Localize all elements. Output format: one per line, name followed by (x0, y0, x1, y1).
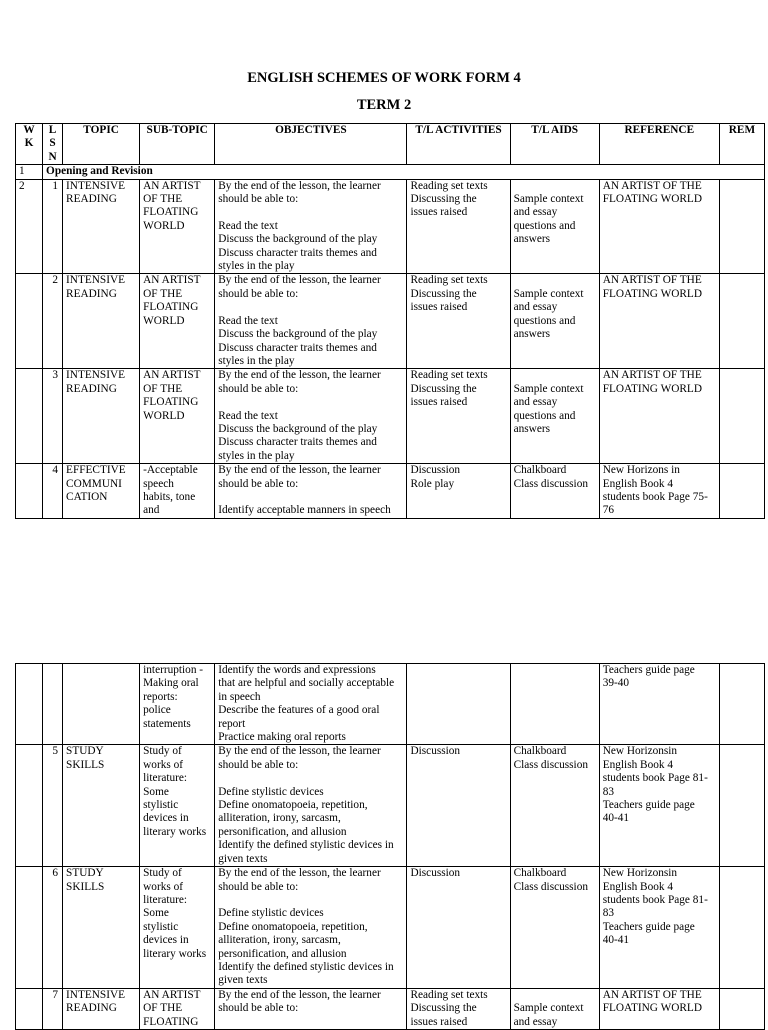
table-row (16, 988, 765, 1029)
term-heading: TERM 2 (356, 97, 412, 113)
cell-rem (719, 464, 764, 519)
cell-activities (407, 664, 510, 745)
cell-lsn: 7 (43, 988, 63, 1029)
cell-objectives: By the end of the lesson, the learner should be able to: Read the text Discuss the background of the play Discuss character traits themes and styles in the play (215, 369, 407, 464)
cell-wk (16, 369, 43, 464)
table-row (16, 664, 765, 745)
cell-objectives: By the end of the lesson, the learner should be able to: Read the text Discuss the background of the play Discuss character traits themes and styles in the play (215, 274, 407, 369)
cell-subtopic: AN ARTIST OF THE FLOATING WORLD (140, 274, 215, 369)
header-reference: REFERENCE (599, 124, 719, 165)
header-row (16, 124, 765, 165)
cell-activities: Reading set texts Discussing the issues raised (407, 988, 510, 1029)
header-topic: TOPIC (63, 124, 140, 165)
table-row (16, 464, 765, 519)
cell-activities: Reading set texts Discussing the issues raised (407, 369, 510, 464)
table-row (16, 867, 765, 989)
cell-subtopic: interruption - Making oral reports: police statements (140, 664, 215, 745)
cell-reference: AN ARTIST OF THE FLOATING WORLD (599, 179, 719, 274)
cell-lsn: 6 (43, 867, 63, 989)
section-label: Opening and Revision (43, 165, 765, 179)
schemes-table-page-2 (15, 663, 765, 1030)
cell-objectives: By the end of the lesson, the learner should be able to: (215, 988, 407, 1029)
cell-wk: 2 (16, 179, 43, 274)
cell-wk (16, 664, 43, 745)
cell-topic: STUDY SKILLS (63, 867, 140, 989)
cell-topic: INTENSIVE READING (63, 274, 140, 369)
document-title: ENGLISH SCHEMES OF WORK FORM 4 (247, 70, 521, 86)
cell-aids (510, 664, 599, 745)
header-aids: T/L AIDS (510, 124, 599, 165)
cell-subtopic: AN ARTIST OF THE FLOATING (140, 988, 215, 1029)
cell-activities: Discussion (407, 867, 510, 989)
cell-wk (16, 274, 43, 369)
cell-wk (16, 988, 43, 1029)
cell-aids: Sample context and essay questions and answers (510, 369, 599, 464)
cell-reference: New Horizonsin English Book 4 students book Page 81- 83 Teachers guide page 40-41 (599, 867, 719, 989)
cell-aids: Chalkboard Class discussion (510, 867, 599, 989)
cell-lsn: 4 (43, 464, 63, 519)
cell-rem (719, 745, 764, 867)
cell-objectives: By the end of the lesson, the learner should be able to: Define stylistic devices Define onomatopoeia, repetition, alliteration, irony, sarcasm, personification, and allusion Identify the defined stylistic devices in given texts (215, 867, 407, 989)
header-rem: REM (719, 124, 764, 165)
cell-subtopic: AN ARTIST OF THE FLOATING WORLD (140, 179, 215, 274)
cell-aids: Chalkboard Class discussion (510, 745, 599, 867)
header-wk: W K (16, 124, 43, 165)
cell-subtopic: Study of works of literature: Some stylistic devices in literary works (140, 745, 215, 867)
cell-wk (16, 464, 43, 519)
cell-activities: Discussion Role play (407, 464, 510, 519)
cell-lsn (43, 664, 63, 745)
cell-aids: Sample context and essay (510, 988, 599, 1029)
cell-rem (719, 274, 764, 369)
cell-objectives: By the end of the lesson, the learner should be able to: Identify acceptable manners in speech (215, 464, 407, 519)
cell-reference: New Horizons in English Book 4 students book Page 75- 76 (599, 464, 719, 519)
cell-aids: Sample context and essay questions and answers (510, 274, 599, 369)
cell-reference: AN ARTIST OF THE FLOATING WORLD (599, 369, 719, 464)
cell-aids: Chalkboard Class discussion (510, 464, 599, 519)
cell-subtopic: Study of works of literature: Some stylistic devices in literary works (140, 867, 215, 989)
cell-subtopic: -Acceptable speech habits, tone and (140, 464, 215, 519)
cell-rem (719, 988, 764, 1029)
cell-objectives: By the end of the lesson, the learner should be able to: Read the text Discuss the background of the play Discuss character traits themes and styles in the play (215, 179, 407, 274)
cell-activities: Reading set texts Discussing the issues raised (407, 274, 510, 369)
cell-reference: AN ARTIST OF THE FLOATING WORLD (599, 274, 719, 369)
cell-rem (719, 369, 764, 464)
cell-topic (63, 664, 140, 745)
cell-topic: STUDY SKILLS (63, 745, 140, 867)
cell-lsn: 3 (43, 369, 63, 464)
cell-aids: Sample context and essay questions and answers (510, 179, 599, 274)
cell-subtopic: AN ARTIST OF THE FLOATING WORLD (140, 369, 215, 464)
section-week: 1 (16, 165, 43, 179)
header-activities: T/L ACTIVITIES (407, 124, 510, 165)
cell-lsn: 2 (43, 274, 63, 369)
cell-activities: Discussion (407, 745, 510, 867)
cell-wk (16, 867, 43, 989)
cell-topic: INTENSIVE READING (63, 988, 140, 1029)
table-row (16, 369, 765, 464)
header-subtopic: SUB-TOPIC (140, 124, 215, 165)
cell-reference: Teachers guide page 39-40 (599, 664, 719, 745)
cell-objectives: By the end of the lesson, the learner should be able to: Define stylistic devices Define onomatopoeia, repetition, alliteration, irony, sarcasm, personification, and allusion Identify the defined stylistic devices in given texts (215, 745, 407, 867)
schemes-table-page-1 (15, 123, 765, 519)
table-row (16, 274, 765, 369)
cell-lsn: 5 (43, 745, 63, 867)
cell-rem (719, 664, 764, 745)
cell-reference: AN ARTIST OF THE FLOATING WORLD (599, 988, 719, 1029)
cell-topic: INTENSIVE READING (63, 369, 140, 464)
cell-objectives: Identify the words and expressions that are helpful and socially acceptable in speech Describe the features of a good oral report Practice making oral reports (215, 664, 407, 745)
cell-rem (719, 179, 764, 274)
cell-activities: Reading set texts Discussing the issues raised (407, 179, 510, 274)
section-row (16, 165, 765, 179)
table-row (16, 179, 765, 274)
cell-wk (16, 745, 43, 867)
cell-lsn: 1 (43, 179, 63, 274)
header-lsn: L S N (43, 124, 63, 165)
cell-topic: EFFECTIVE COMMUNI CATION (63, 464, 140, 519)
cell-rem (719, 867, 764, 989)
table-row (16, 745, 765, 867)
cell-topic: INTENSIVE READING (63, 179, 140, 274)
header-objectives: OBJECTIVES (215, 124, 407, 165)
cell-reference: New Horizonsin English Book 4 students book Page 81- 83 Teachers guide page 40-41 (599, 745, 719, 867)
